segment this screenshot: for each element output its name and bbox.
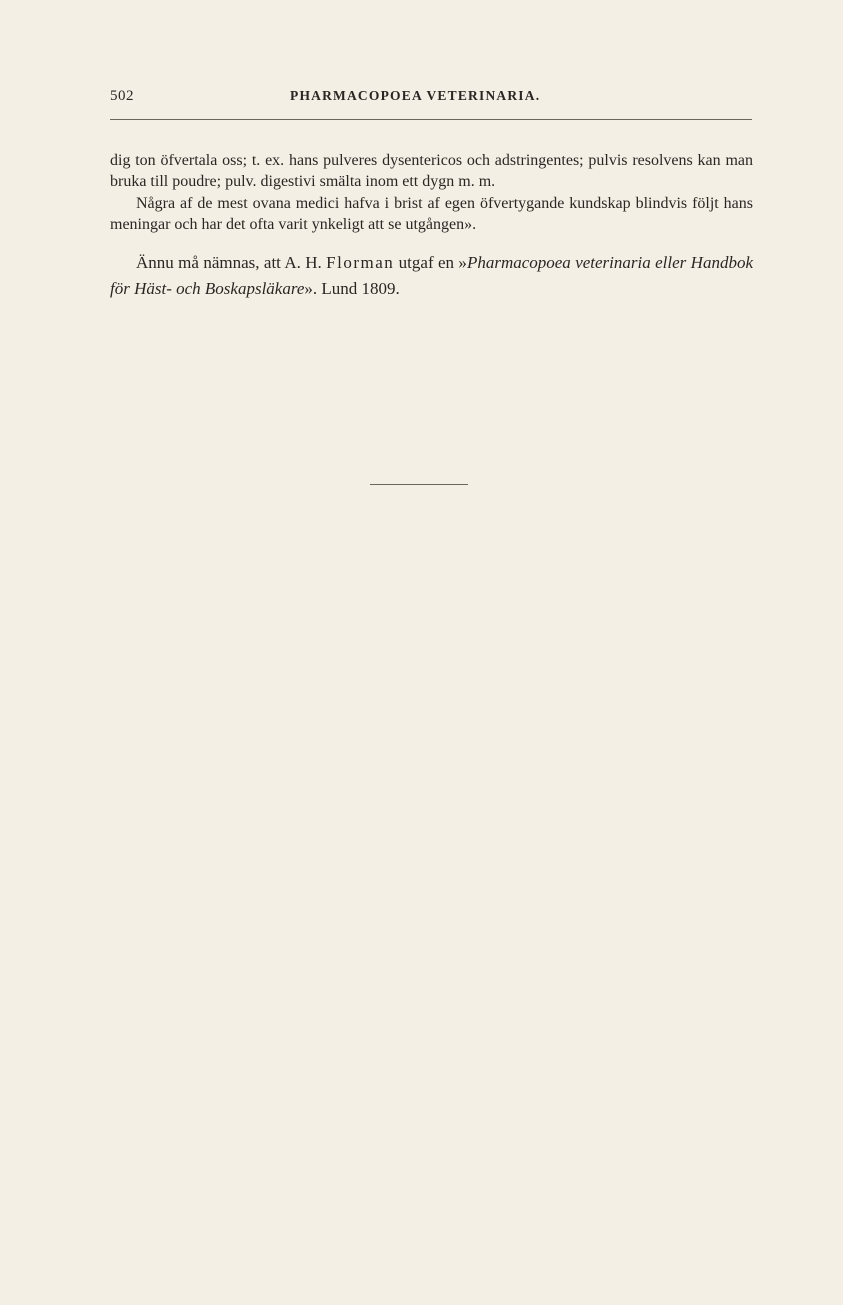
author-name: Florman [326, 253, 395, 273]
florman-tail: ». Lund 1809. [304, 279, 400, 299]
florman-lead: Ännu må nämnas, att A. H. [136, 253, 327, 273]
paragraph-continued: dig ton öfvertala oss; t. ex. hans pulveres dysentericos och adstringentes; pulvis resolvens kan man bruka till poudre; pulv. digestivi smälta inom ett dygn m. m. [110, 152, 753, 191]
body-text [110, 150, 753, 302]
running-title: PHARMACOPOEA VETERINARIA. [290, 88, 541, 103]
florman-mid: utgaf en » [394, 253, 467, 273]
header-rule [110, 119, 752, 120]
book-title: Pharmacopoea veterinaria eller Handbok för Häst- och Boskapsläkare [110, 253, 753, 299]
paragraph-florman [110, 250, 753, 302]
section-end-rule [370, 484, 468, 485]
paragraph-medici: Några af de mest ovana medici hafva i brist af egen öfvertygande kundskap blindvis följt hans meningar och har det ofta varit ynkeligt att se utgången». [110, 194, 753, 233]
page-number: 502 [110, 88, 134, 104]
page-header [110, 88, 753, 110]
